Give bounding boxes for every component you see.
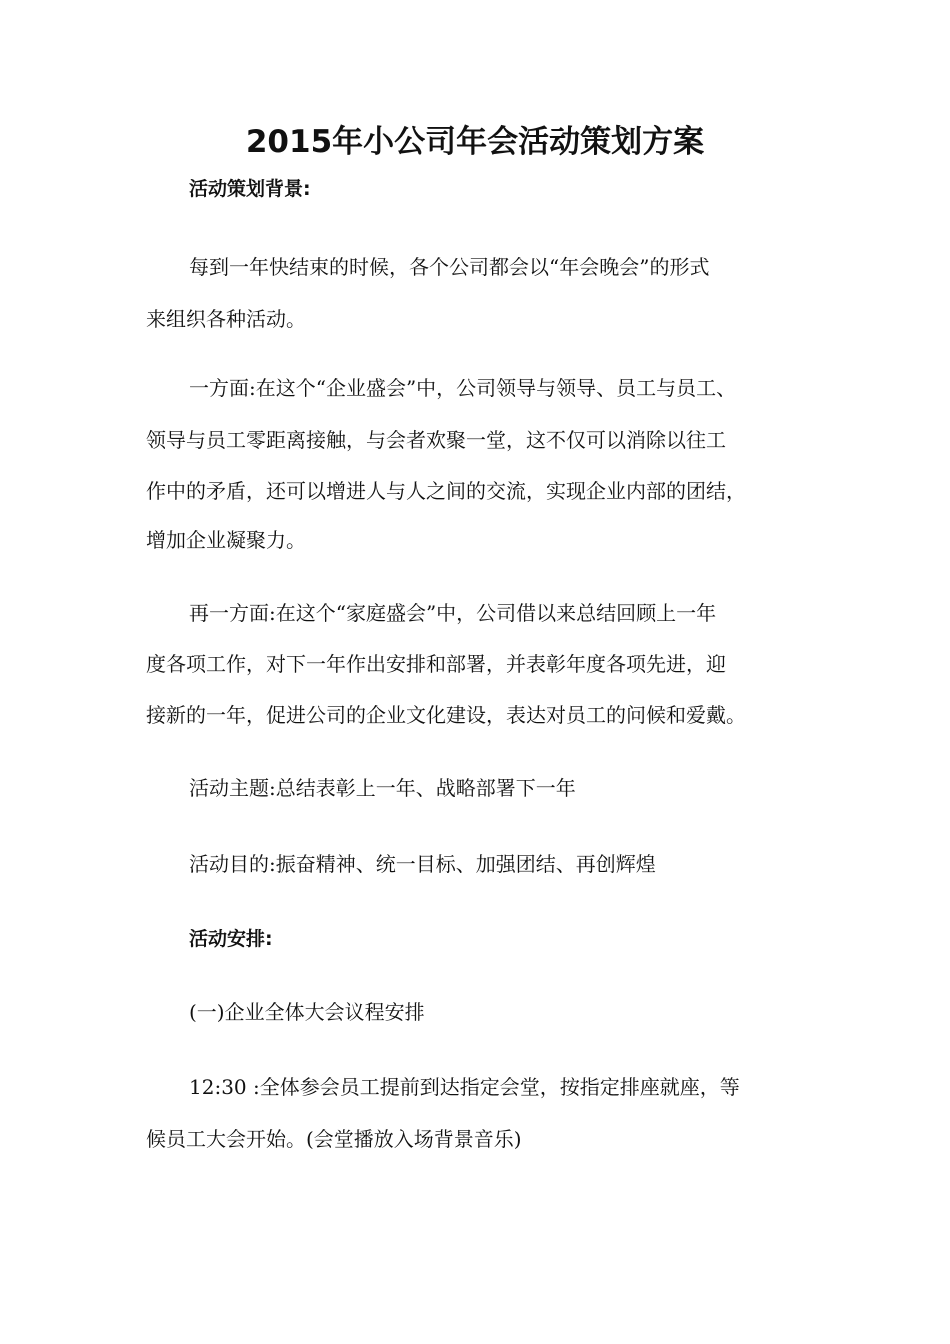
paragraph-3-line-3: 接新的一年，促进公司的企业文化建设，表达对员工的问候和爱戴。: [146, 703, 746, 727]
paragraph-2-line-1: 一方面:在这个“企业盛会”中，公司领导与领导、员工与员工、: [189, 376, 737, 400]
theme-line: 活动主题:总结表彰上一年、战略部署下一年: [189, 776, 576, 800]
paragraph-3-line-2: 度各项工作，对下一年作出安排和部署，并表彰年度各项先进，迎: [146, 652, 726, 676]
agenda-item-1-line-1: 12:30 :全体参会员工提前到达指定会堂，按指定排座就座，等: [189, 1075, 740, 1099]
purpose-line: 活动目的:振奋精神、统一目标、加强团结、再创辉煌: [189, 852, 656, 876]
agenda-heading: (一)企业全体大会议程安排: [189, 1000, 425, 1024]
paragraph-2-line-4: 增加企业凝聚力。: [146, 528, 306, 552]
paragraph-2-line-2: 领导与员工零距离接触，与会者欢聚一堂，这不仅可以消除以往工: [146, 428, 726, 452]
paragraph-3-line-1: 再一方面:在这个“家庭盛会”中，公司借以来总结回顾上一年: [189, 601, 717, 625]
background-heading: 活动策划背景:: [189, 178, 311, 200]
document-title: 2015年小公司年会活动策划方案: [245, 124, 705, 160]
paragraph-2-line-3: 作中的矛盾，还可以增进人与人之间的交流，实现企业内部的团结，: [146, 479, 746, 503]
paragraph-1-line-1: 每到一年快结束的时候，各个公司都会以“年会晚会”的形式: [189, 255, 710, 279]
agenda-item-1-line-2: 候员工大会开始。(会堂播放入场背景音乐): [146, 1127, 522, 1151]
paragraph-1-line-2: 来组织各种活动。: [146, 307, 306, 331]
arrangement-heading: 活动安排:: [189, 928, 273, 950]
